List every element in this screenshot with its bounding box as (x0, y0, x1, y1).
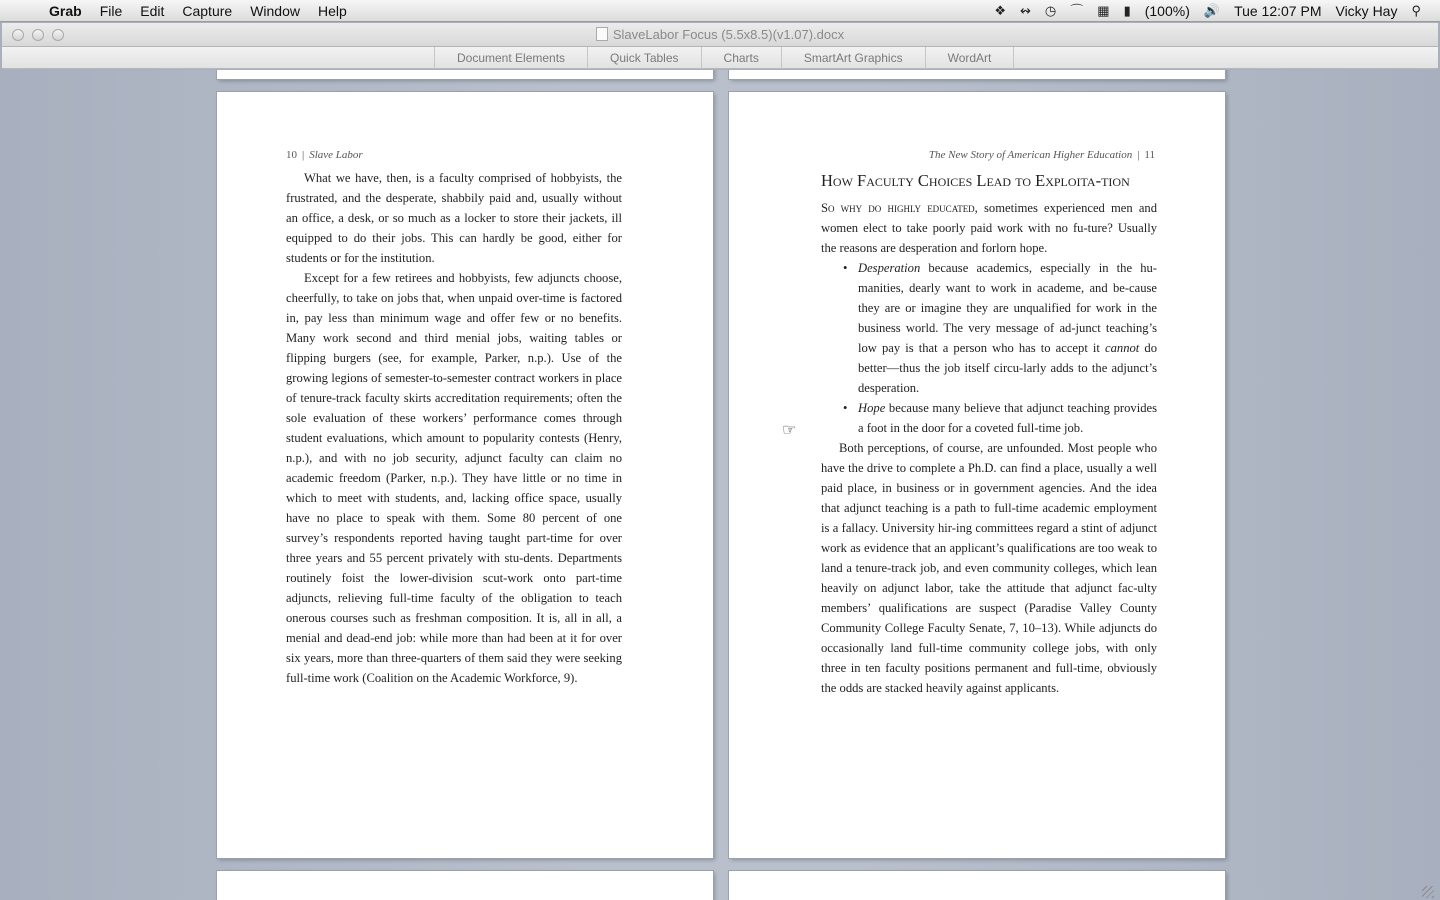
battery-percent[interactable]: (100%) (1144, 2, 1190, 19)
document-workspace[interactable] (2, 70, 1438, 900)
page-10[interactable] (217, 92, 713, 858)
previous-page-right[interactable] (729, 70, 1225, 79)
tab-document-elements[interactable]: Document Elements (434, 47, 587, 69)
bullet-emphasis: cannot (1105, 341, 1140, 355)
battery-icon[interactable]: ▮ (1123, 2, 1131, 18)
user-name[interactable]: Vicky Hay (1335, 2, 1398, 19)
menu-app-name[interactable]: Grab (49, 2, 82, 19)
bullet-term: Desperation (858, 261, 921, 275)
bullet-text: because many believe that adjunct teaching provides a foot in the door for a coveted full-time job. (858, 401, 1157, 435)
lead-small-caps: So why do highly educated, (821, 201, 978, 215)
paragraph: Except for a few retirees and hobbyists, few adjuncts choose, cheerfully, to take on jobs that, when unpaid over-time is factored in, pay less than minimum wage and offer few or no benefits. Many work second and third menial jobs, waiting tables or flipping burgers (see, for example, Parker, n.p.). Use of the growing legions of semester-to-semester contract workers in place of tenure-track faculty skirts accreditation requirements; often the sole evaluation of these workers’ performance comes through student evaluations, which amount to popularity contests (Henry, n.p.), and with no job security, adjunct faculty can claim no academic freedom (Parker, n.p.). They have little or no time in which to meet with students, and, lacking office space, usually have no place to speak with them. Some 80 percent of one survey’s respondents reported having taught part-time for over three years and 55 percent privately with stu-dents. Departments routinely foist the lower-division scut-work onto part-time adjuncts, relieving full-time faculty of the obligation to teach onerous courses such as freshman composition. It is, all in all, a menial and dead-end job: while more than had been at it for over six years, more than three-quarters of them said they were seeking full-time work (Coalition on the Academic Workforce, 9). (286, 271, 622, 685)
menu-edit[interactable]: Edit (140, 2, 165, 19)
window-resize-handle[interactable] (1422, 886, 1434, 898)
dropbox-icon[interactable]: ❖ (994, 2, 1007, 18)
tab-quick-tables[interactable]: Quick Tables (587, 47, 700, 69)
running-head-left: 10 | Slave Labor (286, 149, 363, 161)
page-number: 10 (286, 149, 297, 161)
ribbon (2, 47, 1438, 69)
bluetooth-icon[interactable]: ↭ (1020, 2, 1031, 18)
wifi-icon[interactable]: ⌒ (1070, 2, 1084, 18)
volume-icon[interactable]: 🔊 (1203, 2, 1221, 18)
next-page-right[interactable] (729, 871, 1225, 900)
input-menu-icon[interactable]: ▦ (1097, 2, 1110, 18)
menu-bar (0, 0, 1440, 22)
right-page-body (821, 169, 1157, 698)
hand-cursor-icon: ☞ (782, 422, 797, 439)
menu-window[interactable]: Window (250, 2, 300, 19)
bullet-term: Hope (858, 401, 886, 415)
tab-smartart-graphics[interactable]: SmartArt Graphics (781, 47, 925, 69)
window-title (2, 27, 1438, 42)
menu-help[interactable]: Help (317, 2, 347, 19)
lead-paragraph (821, 198, 1157, 258)
paragraph: What we have, then, is a faculty comprised of hobbyists, the frustrated, and the desperate, shabbily paid and, usually without an office, a desk, or so much as a locker to store their jackets, ill equipped to do their jobs. This can hardly be good, either for students or for the institution. (286, 171, 622, 265)
next-page-left[interactable] (217, 871, 713, 900)
list-item (843, 398, 1157, 438)
left-page-body (286, 168, 622, 688)
list-item (843, 258, 1157, 398)
chapter-heading: How Faculty Choices Lead to Exploita-tion (821, 171, 1130, 190)
menu-file[interactable]: File (99, 2, 123, 19)
lead-text: sometimes experienced men and women elect to take poorly paid work with no fu-ture? Usually the reasons are desperation and forlorn hope. (821, 201, 1158, 255)
window-title-bar (2, 23, 1438, 47)
bullet-text: because academics, especially in the hu-manities, dearly want to work in academe, and be-cause they are or imagine they are unqualified for work in the business world. The very message of ad-junct teaching’s low pay is that a person who has to accept it (858, 261, 1157, 355)
page-11[interactable] (729, 92, 1225, 858)
document-icon (596, 27, 608, 41)
paragraph: Both perceptions, of course, are unfounded. Most people who have the drive to complete a Ph.D. can find a place, usually a well paid place, in business or in government agencies. And the idea that adjunct teaching is a path to full-time academic employment is a fallacy. University hir-ing committees regard a stint of adjunct work as evidence that an applicant’s qualifications are too weak to land a tenure-track job, and even community colleges, which lean heavily on adjunct labor, take the attitude that adjunct fac-ulty members’ qualifications are suspect (Paradise Valley County Community College Faculty Senate, 7, 10–13). While adjuncts do occasionally land full-time community college jobs, with only three in ten faculty positions permanent and full-time, obviously the odds are stacked heavily against applicants. (821, 441, 1157, 695)
page-number: 11 (1144, 149, 1155, 161)
previous-page-left[interactable] (217, 70, 713, 79)
time-machine-icon[interactable]: ◷ (1044, 2, 1057, 18)
bullet-list (843, 258, 1157, 438)
running-head-right: The New Story of American Higher Education | 11 (928, 149, 1155, 161)
running-head-title: The New Story of American Higher Education (928, 149, 1133, 161)
tab-wordart[interactable]: WordArt (925, 47, 1015, 69)
menu-capture[interactable]: Capture (182, 2, 233, 19)
spotlight-icon[interactable]: ⚲ (1411, 2, 1421, 18)
window-title-text: SlaveLabor Focus (5.5x8.5)(v1.07).docx (612, 27, 845, 42)
running-head-title: Slave Labor (309, 149, 363, 161)
bullet-text: do better—thus the job itself circu-larly adds to the adjunct’s desperation. (858, 341, 1157, 395)
tab-charts[interactable]: Charts (701, 47, 781, 69)
clock[interactable]: Tue 12:07 PM (1234, 2, 1322, 19)
